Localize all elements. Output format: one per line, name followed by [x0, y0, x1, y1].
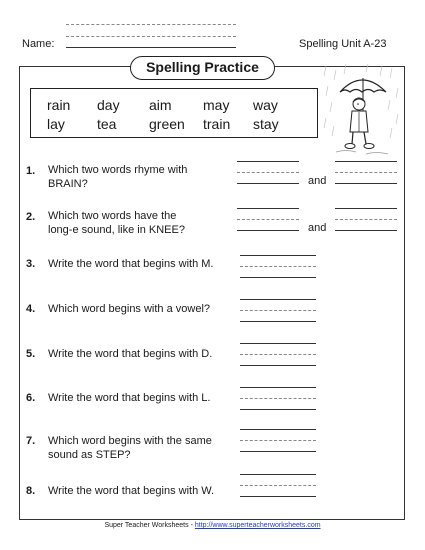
- and-label: and: [308, 175, 327, 187]
- footer-separator: -: [190, 522, 193, 529]
- answer-guide: [240, 387, 316, 388]
- question-number: 2.: [26, 211, 36, 223]
- answer-guide: [335, 219, 397, 220]
- answer-guide: [240, 299, 316, 300]
- answer-guide: [240, 485, 316, 486]
- answer-line[interactable]: [240, 496, 316, 497]
- answer-guide: [240, 440, 316, 441]
- answer-guide: [335, 172, 397, 173]
- question-text: Write the word that begins with L.: [48, 392, 211, 404]
- word-bank-item: aim: [149, 97, 172, 113]
- answer-line[interactable]: [240, 321, 316, 322]
- answer-guide: [237, 172, 299, 173]
- word-bank-item: way: [253, 97, 278, 113]
- word-bank-item: stay: [253, 116, 279, 132]
- umbrella-child-illustration: [322, 62, 402, 162]
- name-label: Name:: [22, 38, 55, 50]
- answer-line[interactable]: [237, 230, 299, 231]
- question-number: 5.: [26, 348, 36, 360]
- answer-line[interactable]: [335, 183, 397, 184]
- word-bank: [30, 88, 318, 138]
- footer-site-name: Super Teacher Worksheets: [104, 522, 189, 529]
- question-text: Which word begins with a vowel?: [48, 303, 211, 315]
- word-bank-item: lay: [47, 116, 65, 132]
- word-bank-item: green: [149, 116, 185, 132]
- word-bank-item: day: [97, 97, 120, 113]
- answer-guide: [237, 161, 299, 162]
- question-number: 6.: [26, 392, 36, 404]
- question-number: 3.: [26, 258, 36, 270]
- answer-line[interactable]: [237, 183, 299, 184]
- answer-guide: [240, 398, 316, 399]
- page-title: Spelling Practice: [130, 56, 275, 80]
- answer-line[interactable]: [240, 277, 316, 278]
- question-text: Write the word that begins with D.: [48, 348, 213, 360]
- footer-link[interactable]: http://www.superteacherworksheets.com: [194, 522, 321, 529]
- answer-guide: [240, 310, 316, 311]
- word-bank-item: tea: [97, 116, 117, 132]
- and-label: and: [308, 222, 327, 234]
- answer-line[interactable]: [240, 409, 316, 410]
- name-field[interactable]: [66, 47, 236, 48]
- question-number: 4.: [26, 303, 36, 315]
- word-bank-item: train: [203, 116, 231, 132]
- answer-guide: [237, 219, 299, 220]
- answer-guide: [335, 161, 397, 162]
- question-text: Which word begins with the same sound as STEP?: [48, 435, 212, 461]
- question-text: Which two words have the long-e sound, like in KNEE?: [48, 210, 185, 236]
- footer: [0, 522, 425, 529]
- answer-guide: [240, 354, 316, 355]
- question-number: 7.: [26, 435, 36, 447]
- question-number: 8.: [26, 485, 36, 497]
- answer-guide: [240, 266, 316, 267]
- question-text: Write the word that begins with W.: [48, 485, 215, 497]
- question-number: 1.: [26, 165, 36, 177]
- word-bank-item: rain: [47, 97, 71, 113]
- name-guide-mid: [66, 36, 236, 37]
- answer-guide: [240, 255, 316, 256]
- word-bank-item: may: [203, 97, 230, 113]
- answer-guide: [240, 429, 316, 430]
- answer-guide: [335, 208, 397, 209]
- question-text: Write the word that begins with M.: [48, 258, 214, 270]
- question-text: Which two words rhyme with BRAIN?: [48, 164, 188, 190]
- name-guide-top: [66, 24, 236, 25]
- answer-line[interactable]: [240, 365, 316, 366]
- answer-guide: [240, 343, 316, 344]
- answer-guide: [237, 208, 299, 209]
- answer-line[interactable]: [240, 451, 316, 452]
- answer-guide: [240, 474, 316, 475]
- unit-label: Spelling Unit A-23: [299, 38, 387, 50]
- answer-line[interactable]: [335, 230, 397, 231]
